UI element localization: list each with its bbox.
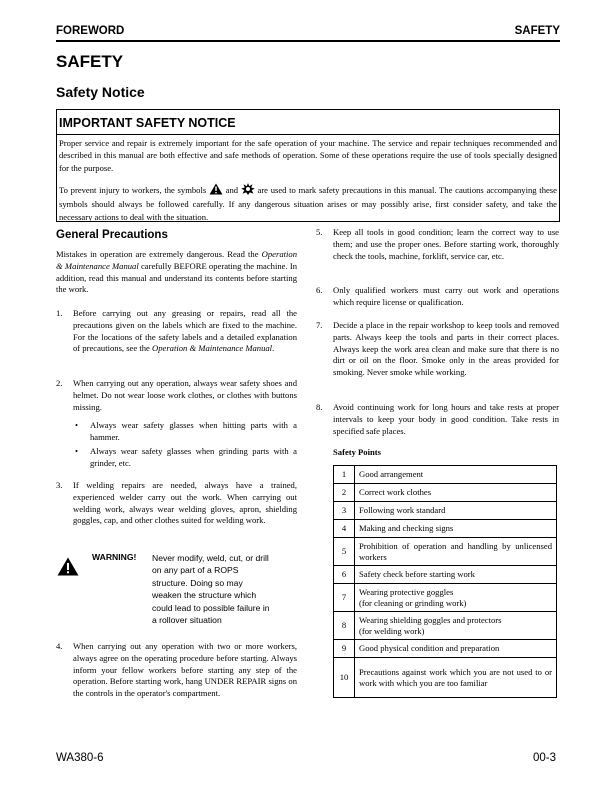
safety-points-title: Safety Points [333,447,381,457]
table-row [334,466,557,484]
row-text: Prohibition of operation and handling by unlicensed workers [355,538,557,566]
item-number: 8. [316,402,323,412]
bullet-item [75,446,297,470]
running-header [56,24,560,42]
row-text: Making and checking signs [355,520,557,538]
row-text: Correct work clothes [355,484,557,502]
notice-paragraph-1: Proper service and repair is extremely important for the safe operation of your machine. The service and repair techniques recommended and described in this manual are both effective and safe methods of operation. Some of these operations require the use of tools specially designed for the purpose. [59,138,557,173]
general-precautions-heading: General Precautions [56,229,168,241]
bullet-text: Always wear safety glasses when hitting parts with a hammer. [90,420,297,442]
row-text: Following work standard [355,502,557,520]
row-number: 2 [334,484,355,502]
safety-points-table [333,465,557,698]
item-text: If welding repairs are needed, always have a trained, experienced welder carry out the work. When carrying out welding work, always wear welding gloves, apron, shielding goggles, cap, and other clothes suited for welding work. [73,480,297,526]
row-number: 8 [334,612,355,640]
row-text-line: (for welding work) [359,625,425,636]
row-text-line: (for cleaning or grinding work) [359,597,467,608]
notice-p2-end: are used to mark safety precautions in this manual. The cautions accompanying these symbols should always be followed carefully. If any dangerous situation arises or may possibly arise, first consider safety, and take the necessary actions to deal with the situation. [59,185,557,222]
item-1-start: Before carrying out any greasing or repairs, read all the precautions given on the labels which are fixed to the machine. For the locations of the safety labels and a detailed explanation of precautions, see the [73,308,297,354]
row-text: Good arrangement [355,466,557,484]
page-title: SAFETY [56,52,124,71]
warning-triangle-icon [57,557,79,581]
row-text-line: Wearing protective goggles [359,586,454,597]
intro-manual-title: Operation & Maintenance Manual [56,249,297,271]
bullet-dot: • [75,420,79,430]
item-number: 1. [56,308,63,318]
table-row [334,640,557,658]
row-number: 3 [334,502,355,520]
warning-text [152,552,302,626]
table-row [334,584,557,612]
caution-burst-icon [241,183,255,198]
bullet-item [75,420,297,444]
notice-title: IMPORTANT SAFETY NOTICE [59,116,236,130]
row-number: 7 [334,584,355,612]
item-1-manual-title: Operation & Maintenance Manual [152,343,273,354]
notice-p2-and: and [225,185,239,195]
notice-paragraph-2 [59,183,557,223]
item-text: Avoid continuing work for long hours and take rests at proper intervals to keep your body in good condition. Take rests in specified safe places. [333,402,559,436]
warning-line: could lead to possible failure in [152,602,270,613]
warning-line: weaken the structure which [152,590,257,601]
item-text: Keep all tools in good condition; learn the correct way to use them; and use the proper ones. Before starting work, thoroughly check the tools, machine, forklift, service car, etc. [333,227,559,261]
warning-line: a rollover situation [152,615,222,626]
intro-end: carefully BEFORE operating the machine. In addition, read this manual and understand its contents before starting the work. [56,260,297,295]
safety-notice-box [56,109,560,222]
footer-page-number: 00-3 [532,752,556,764]
row-number: 6 [334,566,355,584]
precaution-item-4 [56,641,297,713]
table-row [334,484,557,502]
row-text-line: Wearing shielding goggles and protectors [359,614,502,625]
notice-divider [57,134,559,135]
precaution-item-8 [316,402,559,438]
item-number: 4. [56,641,63,651]
table-row [334,566,557,584]
intro-start: Mistakes in operation are extremely dangerous. Read the [56,249,259,259]
bullet-dot: • [75,446,79,456]
table-row [334,502,557,520]
table-row [334,538,557,566]
item-1-end: . [272,343,275,354]
precaution-item-1 [56,308,297,368]
precaution-item-3 [56,480,297,540]
warning-line: structure. Doing so may [152,577,243,588]
row-number: 10 [334,658,355,698]
row-number: 9 [334,640,355,658]
row-number: 1 [334,466,355,484]
general-intro [56,249,297,296]
item-text [73,308,297,355]
table-row [334,658,557,698]
item-number: 3. [56,480,63,490]
section-title: Safety Notice [56,84,145,100]
row-text [355,584,557,612]
table-row [334,612,557,640]
row-text: Precautions against work which you are not used to or work with which you are too familiar [355,658,557,698]
header-section: FOREWORD [56,25,125,37]
item-number: 7. [316,320,323,330]
precaution-item-5 [316,227,559,275]
item-text: Only qualified workers must carry out work and operations which require license or qualification. [333,285,559,307]
item-number: 5. [316,227,323,237]
row-number: 5 [334,538,355,566]
row-text: Good physical condition and preparation [355,640,557,658]
notice-p2-start: To prevent injury to workers, the symbols [59,185,207,195]
item-text: Decide a place in the repair workshop to keep tools and removed parts. Always keep the tools and parts in their correct places. Always keep the work area clean and make sure that there is no dirt or oil on the floor. Smoke only in the areas provided for smoking. Never smoke while working. [333,320,559,378]
warning-triangle-icon [209,183,223,198]
row-number: 4 [334,520,355,538]
row-text: Safety check before starting work [355,566,557,584]
row-text [355,612,557,640]
warning-line: on any part of a ROPS [152,565,239,576]
precaution-item-7 [316,320,559,392]
header-chapter: SAFETY [514,25,560,37]
item-text: When carrying out any operation, always wear safety shoes and helmet. Do not wear loose work clothes, or clothes with buttons missing. [73,378,297,412]
item-number: 6. [316,285,323,295]
warning-label: WARNING! [92,552,137,562]
precaution-item-2 [56,378,297,414]
precaution-item-6 [316,285,559,309]
item-number: 2. [56,378,63,388]
warning-line: Never modify, weld, cut, or drill [152,553,269,563]
item-text: When carrying out any operation with two or more workers, always agree on the operating procedure before starting. Always inform your fellow workers before starting any step of the operation. Before starting work, hang UNDER REPAIR signs on the controls in the operator's compartment. [73,641,297,699]
bullet-text: Always wear safety glasses when grinding parts with a grinder, etc. [90,446,297,468]
table-row [334,520,557,538]
footer-model: WA380-6 [56,752,104,764]
